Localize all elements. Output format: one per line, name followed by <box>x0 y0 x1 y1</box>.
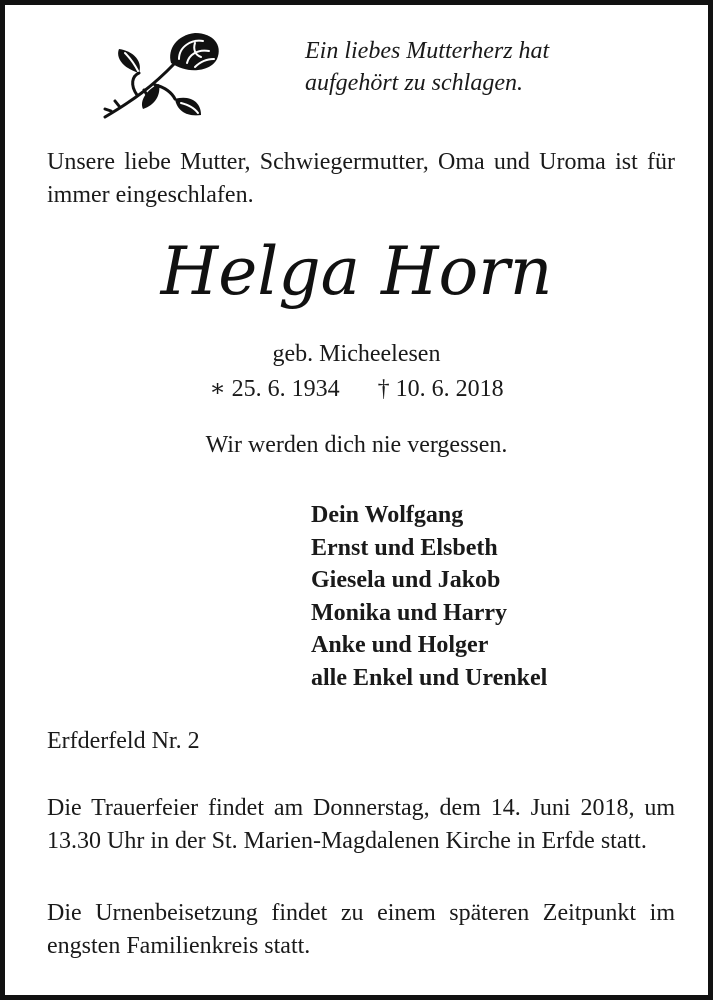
mourner-entry: Ernst und Elsbeth <box>311 534 498 561</box>
motto <box>305 35 685 99</box>
mourner-entry: Dein Wolfgang <box>311 502 464 528</box>
deceased-name: Helga Horn <box>160 233 553 310</box>
mourner-entry: Anke und Holger <box>311 632 489 658</box>
birth-date: ∗ 25. 6. 1934 <box>209 376 340 402</box>
mourner-entry: Monika und Harry <box>311 599 508 626</box>
birth-name: geb. Micheelesen <box>272 341 441 367</box>
mourner-entry: alle Enkel und Urenkel <box>311 664 548 691</box>
intro-text: Unsere liebe Mutter, Schwiegermutter, Oma und Uroma ist für immer eingeschlafen. <box>47 149 675 208</box>
motto-line-2: aufgehört zu schlagen. <box>305 70 523 96</box>
mourners-list <box>311 499 547 694</box>
funeral-info: Die Trauerfeier findet am Donnerstag, dem 14. Juni 2018, um 13.30 Uhr in der St. Marien-Magdalenen Kirche in Erfde statt. <box>47 795 675 854</box>
mourner-entry: Giesela und Jakob <box>311 567 501 593</box>
death-date: † 10. 6. 2018 <box>377 376 504 402</box>
farewell-text: Wir werden dich nie vergessen. <box>205 432 508 458</box>
urn-info: Die Urnenbeisetzung findet zu einem späteren Zeitpunkt im engsten Familienkreis statt. <box>47 900 675 959</box>
motto-line-1: Ein liebes Mutterherz hat <box>305 38 550 64</box>
rose-icon <box>97 29 227 129</box>
address: Erfderfeld Nr. 2 <box>47 728 200 754</box>
life-dates <box>5 373 708 405</box>
